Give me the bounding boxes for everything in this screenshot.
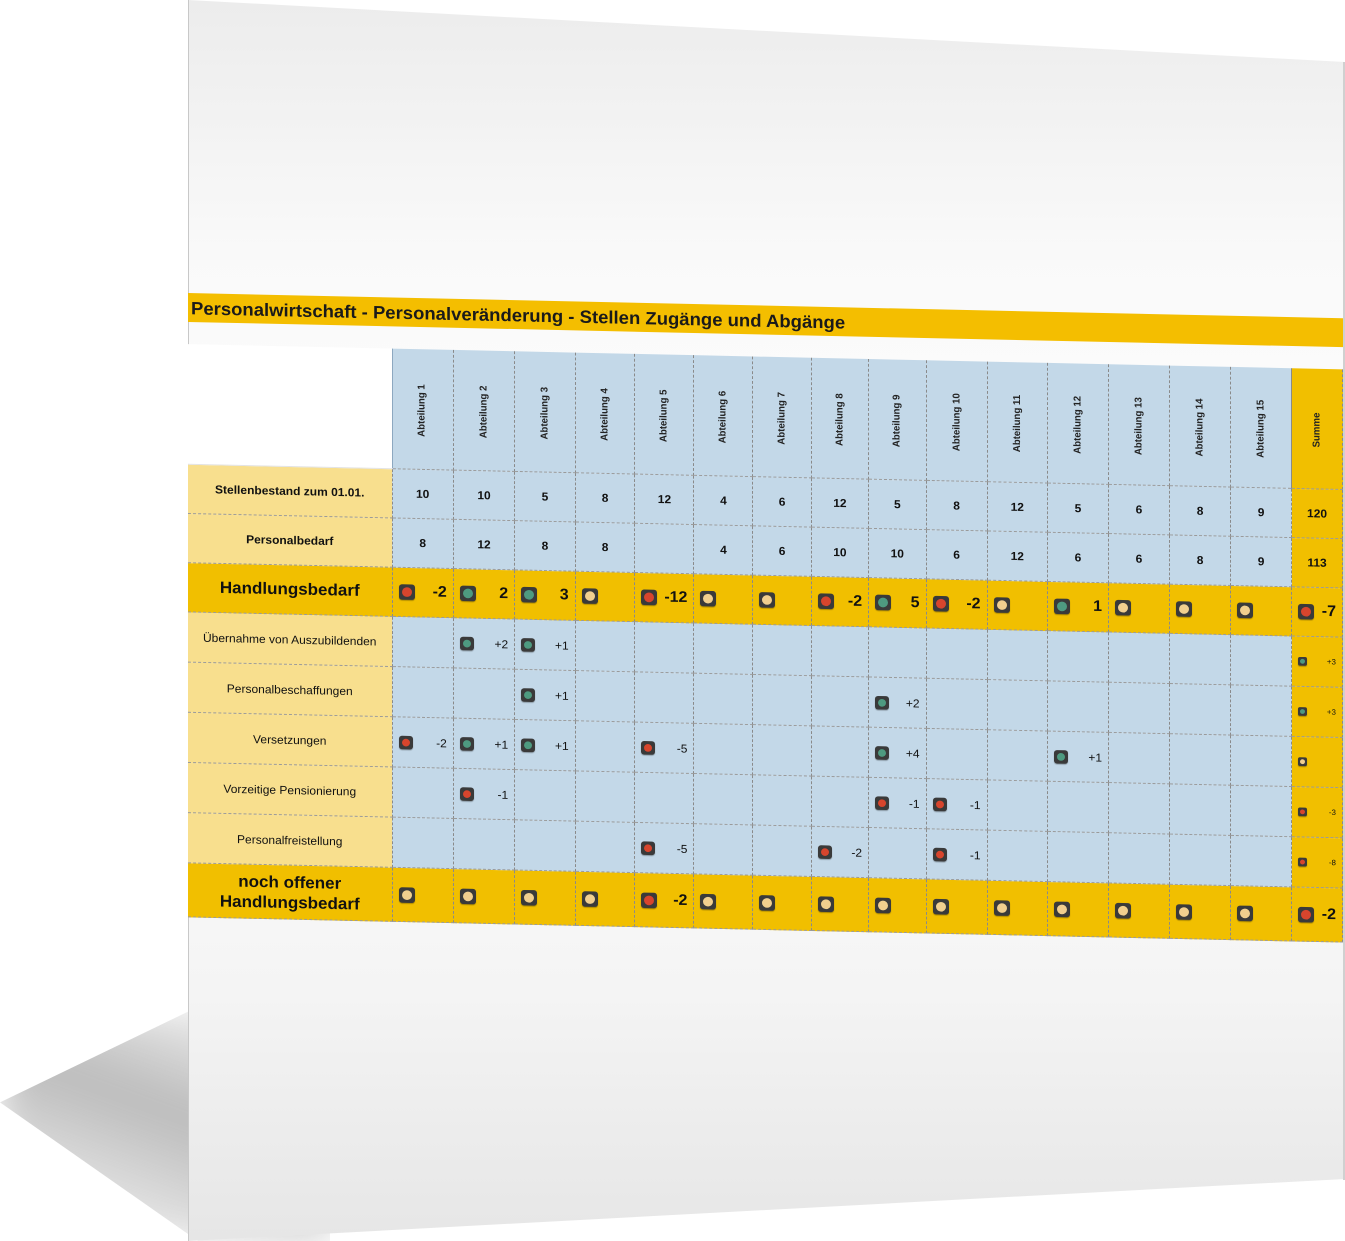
status-cell bbox=[1109, 883, 1170, 938]
status-cell bbox=[392, 567, 453, 618]
status-cell bbox=[987, 629, 1047, 680]
delta-value: -5 bbox=[676, 741, 688, 756]
status-cell bbox=[1231, 635, 1292, 687]
status-cell bbox=[987, 730, 1047, 781]
column-header bbox=[694, 355, 753, 476]
status-cell bbox=[753, 674, 811, 725]
status-green-icon bbox=[875, 695, 889, 709]
status-cell bbox=[1048, 581, 1109, 632]
status-red-icon bbox=[1298, 807, 1307, 816]
delta-value: -2 bbox=[432, 583, 447, 601]
sum-cell: 120 bbox=[1292, 488, 1343, 538]
status-green-icon bbox=[1054, 750, 1068, 764]
status-cell bbox=[515, 570, 576, 621]
delta-value: 2 bbox=[499, 585, 509, 603]
sum-status-cell bbox=[1292, 736, 1343, 787]
status-cell bbox=[1109, 732, 1170, 784]
status-cell bbox=[1109, 682, 1170, 734]
status-cell bbox=[575, 571, 635, 622]
status-cell bbox=[1170, 884, 1231, 939]
value-cell: 9 bbox=[1231, 487, 1292, 538]
value-cell: 5 bbox=[869, 479, 926, 529]
status-neutral-icon bbox=[700, 893, 716, 909]
delta-value: +2 bbox=[905, 696, 920, 710]
status-cell bbox=[392, 817, 453, 869]
delta-value: 3 bbox=[559, 586, 569, 604]
status-neutral-icon bbox=[582, 588, 598, 604]
row-label: Personalbedarf bbox=[188, 514, 392, 568]
status-cell bbox=[694, 673, 753, 724]
column-header bbox=[753, 356, 811, 477]
sum-value: +3 bbox=[1326, 657, 1336, 667]
column-header bbox=[1048, 363, 1109, 484]
status-cell bbox=[1048, 882, 1109, 937]
status-neutral-icon bbox=[933, 898, 949, 914]
delta-value: +1 bbox=[555, 688, 569, 703]
status-cell bbox=[392, 717, 453, 769]
status-cell bbox=[926, 728, 987, 780]
status-cell bbox=[926, 829, 987, 881]
status-cell bbox=[869, 677, 926, 728]
status-red-icon bbox=[933, 596, 949, 612]
delta-value: +4 bbox=[905, 746, 920, 761]
delta-value: +1 bbox=[555, 638, 569, 653]
status-cell bbox=[1231, 585, 1292, 636]
status-neutral-icon bbox=[759, 895, 775, 911]
value-cell: 10 bbox=[869, 528, 926, 578]
column-header bbox=[392, 349, 453, 470]
department-label: Abteilung 10 bbox=[951, 393, 963, 452]
value-cell: 8 bbox=[926, 480, 987, 531]
delta-value: -2 bbox=[673, 891, 688, 909]
delta-value: -1 bbox=[969, 848, 981, 862]
status-cell bbox=[575, 620, 635, 671]
status-cell bbox=[1231, 835, 1292, 887]
status-neutral-icon bbox=[759, 592, 775, 608]
status-cell bbox=[515, 669, 576, 721]
personnel-table bbox=[188, 344, 1343, 942]
status-cell bbox=[515, 719, 576, 771]
column-header bbox=[811, 358, 868, 479]
status-red-icon bbox=[641, 841, 655, 855]
status-cell bbox=[1048, 631, 1109, 683]
column-header bbox=[1170, 366, 1231, 487]
department-label: Abteilung 2 bbox=[478, 385, 490, 439]
value-cell: 12 bbox=[811, 478, 868, 528]
value-cell: 6 bbox=[1109, 484, 1170, 535]
value-cell: 4 bbox=[694, 525, 753, 576]
status-cell bbox=[987, 580, 1047, 631]
sum-status-cell bbox=[1292, 587, 1343, 637]
value-cell: 8 bbox=[515, 521, 576, 572]
status-cell bbox=[694, 774, 753, 825]
status-cell bbox=[1170, 684, 1231, 736]
status-neutral-icon bbox=[1237, 905, 1253, 921]
column-header bbox=[453, 350, 514, 471]
status-red-icon bbox=[399, 735, 413, 749]
delta-value: +2 bbox=[494, 636, 509, 651]
status-cell bbox=[869, 627, 926, 678]
value-cell: 12 bbox=[453, 519, 514, 570]
department-label: Abteilung 8 bbox=[834, 393, 846, 447]
status-neutral-icon bbox=[582, 891, 598, 907]
status-cell bbox=[392, 616, 453, 668]
sum-status-cell bbox=[1292, 887, 1343, 942]
delta-value: -5 bbox=[676, 841, 688, 856]
department-label: Abteilung 15 bbox=[1255, 399, 1267, 458]
value-cell: 10 bbox=[453, 470, 514, 521]
value-cell: 8 bbox=[392, 518, 453, 569]
status-cell bbox=[926, 779, 987, 831]
delta-value: 5 bbox=[910, 594, 920, 612]
status-cell bbox=[1109, 583, 1170, 634]
sum-status-cell bbox=[1292, 787, 1343, 838]
status-neutral-icon bbox=[1298, 757, 1307, 766]
sum-value: -7 bbox=[1321, 603, 1336, 621]
column-header bbox=[926, 360, 987, 481]
status-cell bbox=[635, 873, 694, 928]
department-label: Abteilung 1 bbox=[417, 384, 429, 437]
value-cell: 8 bbox=[1170, 486, 1231, 537]
status-cell bbox=[1048, 781, 1109, 833]
row-label: Vorzeitige Pensionierung bbox=[188, 762, 392, 817]
status-cell bbox=[694, 824, 753, 875]
status-cell bbox=[453, 768, 514, 820]
delta-value: +1 bbox=[494, 737, 509, 752]
status-red-icon bbox=[818, 593, 834, 609]
department-label: Abteilung 7 bbox=[776, 391, 788, 445]
status-cell bbox=[926, 678, 987, 730]
column-header bbox=[515, 351, 576, 472]
status-red-icon bbox=[1298, 906, 1314, 922]
status-neutral-icon bbox=[1115, 600, 1131, 616]
value-cell: 4 bbox=[694, 475, 753, 526]
delta-value: -12 bbox=[664, 589, 688, 606]
status-cell bbox=[753, 825, 811, 876]
status-cell bbox=[926, 579, 987, 630]
status-cell bbox=[453, 569, 514, 620]
status-cell bbox=[1231, 886, 1292, 941]
status-cell bbox=[987, 680, 1047, 731]
department-label: Abteilung 3 bbox=[539, 386, 551, 440]
status-neutral-icon bbox=[1176, 601, 1192, 617]
header-blank bbox=[188, 344, 392, 469]
status-red-icon bbox=[641, 892, 657, 908]
status-cell bbox=[1231, 735, 1292, 787]
value-cell: 5 bbox=[515, 471, 576, 522]
status-cell bbox=[869, 578, 926, 628]
status-neutral-icon bbox=[1176, 904, 1192, 920]
status-neutral-icon bbox=[521, 889, 537, 905]
status-cell bbox=[694, 623, 753, 674]
department-label: Abteilung 4 bbox=[599, 388, 611, 441]
value-cell: 6 bbox=[753, 477, 811, 527]
status-green-icon bbox=[875, 746, 889, 760]
status-cell bbox=[575, 721, 635, 772]
status-cell bbox=[1170, 784, 1231, 836]
sum-value: -8 bbox=[1328, 858, 1336, 868]
status-green-icon bbox=[521, 738, 535, 752]
status-red-icon bbox=[641, 741, 655, 755]
status-cell bbox=[515, 870, 576, 925]
value-cell: 12 bbox=[987, 482, 1047, 533]
status-cell bbox=[1048, 731, 1109, 783]
status-cell bbox=[987, 830, 1047, 881]
status-cell bbox=[453, 818, 514, 870]
status-cell bbox=[575, 871, 635, 926]
status-red-icon bbox=[460, 787, 474, 801]
status-cell bbox=[753, 624, 811, 675]
status-cell bbox=[811, 626, 868, 677]
delta-value: -2 bbox=[847, 593, 863, 610]
delta-value: -2 bbox=[436, 736, 447, 750]
status-green-icon bbox=[1054, 599, 1070, 615]
column-header bbox=[575, 353, 635, 474]
sum-status-cell bbox=[1292, 636, 1343, 687]
delta-value: -1 bbox=[497, 787, 509, 802]
status-cell bbox=[1231, 685, 1292, 737]
status-neutral-icon bbox=[875, 897, 891, 913]
status-green-icon bbox=[460, 737, 474, 751]
delta-value: -1 bbox=[908, 796, 920, 811]
status-cell bbox=[392, 667, 453, 719]
delta-value: -2 bbox=[851, 845, 863, 860]
status-cell bbox=[811, 676, 868, 727]
delta-value: +1 bbox=[555, 738, 569, 753]
status-cell bbox=[453, 718, 514, 770]
value-cell: 10 bbox=[392, 469, 453, 520]
status-neutral-icon bbox=[994, 597, 1010, 613]
delta-value: -1 bbox=[969, 797, 981, 812]
sum-value: +3 bbox=[1326, 707, 1336, 717]
status-cell bbox=[575, 771, 635, 822]
status-cell bbox=[453, 618, 514, 670]
value-cell: 5 bbox=[1048, 483, 1109, 534]
status-cell bbox=[1109, 833, 1170, 885]
status-neutral-icon bbox=[1115, 902, 1131, 918]
value-cell: 8 bbox=[575, 473, 635, 524]
status-cell bbox=[515, 770, 576, 822]
status-cell bbox=[1231, 785, 1292, 837]
department-label: Abteilung 13 bbox=[1133, 397, 1145, 456]
status-cell bbox=[635, 822, 694, 873]
status-cell bbox=[694, 574, 753, 625]
status-neutral-icon bbox=[399, 887, 415, 903]
status-green-icon bbox=[521, 638, 535, 652]
status-cell bbox=[1170, 584, 1231, 635]
column-header bbox=[635, 354, 694, 475]
status-cell bbox=[811, 726, 868, 777]
value-cell: 9 bbox=[1231, 536, 1292, 587]
status-cell bbox=[811, 576, 868, 626]
status-cell bbox=[869, 878, 926, 933]
row-label: Handlungsbedarf bbox=[188, 563, 392, 617]
department-label: Abteilung 6 bbox=[717, 390, 729, 444]
value-cell: 10 bbox=[811, 527, 868, 577]
row-label: Übernahme von Auszubildenden bbox=[188, 612, 392, 667]
status-green-icon bbox=[1298, 707, 1307, 716]
status-cell bbox=[1170, 834, 1231, 886]
department-label: Abteilung 5 bbox=[658, 389, 670, 443]
status-cell bbox=[987, 880, 1047, 935]
sum-label: Summe bbox=[1311, 412, 1323, 448]
status-cell bbox=[1170, 734, 1231, 786]
value-cell: 8 bbox=[575, 522, 635, 573]
status-cell bbox=[575, 821, 635, 872]
status-green-icon bbox=[875, 595, 891, 611]
status-cell bbox=[926, 879, 987, 934]
column-header-sum bbox=[1292, 368, 1343, 489]
status-neutral-icon bbox=[460, 888, 476, 904]
status-red-icon bbox=[933, 797, 947, 811]
value-cell: 6 bbox=[1048, 532, 1109, 583]
status-cell bbox=[392, 767, 453, 819]
status-cell bbox=[869, 777, 926, 828]
row-label: noch offener Handlungsbedarf bbox=[188, 863, 392, 921]
spreadsheet-preview bbox=[188, 293, 1343, 945]
status-cell bbox=[1048, 831, 1109, 883]
column-header bbox=[1109, 364, 1170, 485]
status-cell bbox=[392, 867, 453, 922]
delta-value: +1 bbox=[1088, 750, 1103, 765]
row-label: Stellenbestand zum 01.01. bbox=[188, 464, 392, 518]
status-cell bbox=[635, 572, 694, 623]
status-cell bbox=[453, 668, 514, 720]
row-label: Personalbeschaffungen bbox=[188, 662, 392, 717]
status-cell bbox=[515, 619, 576, 671]
status-red-icon bbox=[933, 847, 947, 861]
status-cell bbox=[811, 876, 868, 931]
sum-status-cell bbox=[1292, 837, 1343, 888]
value-cell: 6 bbox=[926, 530, 987, 581]
department-label: Abteilung 11 bbox=[1011, 394, 1023, 453]
status-cell bbox=[753, 575, 811, 625]
row-label: Personalfreistellung bbox=[188, 813, 392, 868]
value-cell: 8 bbox=[1170, 535, 1231, 586]
delta-value: -2 bbox=[966, 595, 981, 613]
status-cell bbox=[926, 628, 987, 680]
status-green-icon bbox=[1298, 657, 1307, 666]
status-green-icon bbox=[460, 586, 476, 602]
value-cell: 6 bbox=[753, 526, 811, 576]
status-cell bbox=[753, 775, 811, 826]
value-cell: 12 bbox=[635, 474, 694, 525]
status-green-icon bbox=[521, 688, 535, 702]
status-cell bbox=[1048, 681, 1109, 733]
department-label: Abteilung 9 bbox=[891, 394, 903, 448]
status-red-icon bbox=[1298, 858, 1307, 867]
status-cell bbox=[515, 820, 576, 872]
status-cell bbox=[1109, 783, 1170, 835]
status-neutral-icon bbox=[700, 591, 716, 607]
column-header bbox=[987, 362, 1047, 483]
status-cell bbox=[987, 780, 1047, 831]
status-green-icon bbox=[521, 587, 537, 603]
status-cell bbox=[869, 727, 926, 778]
sum-value: -3 bbox=[1328, 808, 1336, 817]
status-red-icon bbox=[399, 584, 415, 600]
status-cell bbox=[753, 725, 811, 776]
value-cell: 12 bbox=[987, 531, 1047, 582]
sheet-title: Personalwirtschaft - Personalveränderung - Stellen Zugänge und Abgänge bbox=[191, 297, 846, 333]
row-label: Versetzungen bbox=[188, 712, 392, 767]
status-cell bbox=[635, 622, 694, 673]
department-label: Abteilung 14 bbox=[1194, 398, 1206, 457]
delta-value: 1 bbox=[1093, 598, 1103, 615]
status-cell bbox=[811, 826, 868, 877]
department-label: Abteilung 12 bbox=[1072, 395, 1084, 454]
sum-cell: 113 bbox=[1292, 538, 1343, 588]
status-cell bbox=[694, 723, 753, 774]
sum-value: -2 bbox=[1321, 905, 1336, 923]
column-header bbox=[1231, 367, 1292, 488]
status-cell bbox=[453, 869, 514, 924]
status-red-icon bbox=[875, 796, 889, 810]
status-cell bbox=[575, 671, 635, 722]
status-neutral-icon bbox=[994, 900, 1010, 916]
status-red-icon bbox=[1298, 604, 1314, 620]
value-cell bbox=[635, 523, 694, 574]
status-cell bbox=[635, 672, 694, 723]
status-green-icon bbox=[460, 636, 474, 650]
status-cell bbox=[1109, 632, 1170, 684]
status-cell bbox=[869, 828, 926, 879]
status-cell bbox=[753, 875, 811, 930]
status-cell bbox=[635, 722, 694, 773]
status-cell bbox=[1170, 633, 1231, 685]
status-cell bbox=[694, 874, 753, 929]
sum-status-cell bbox=[1292, 686, 1343, 737]
status-red-icon bbox=[641, 589, 657, 605]
value-cell: 6 bbox=[1109, 534, 1170, 585]
status-cell bbox=[811, 776, 868, 827]
column-header bbox=[869, 359, 926, 480]
status-neutral-icon bbox=[1054, 901, 1070, 917]
status-neutral-icon bbox=[1237, 602, 1253, 618]
status-cell bbox=[635, 772, 694, 823]
status-neutral-icon bbox=[818, 896, 834, 912]
status-red-icon bbox=[818, 845, 832, 859]
